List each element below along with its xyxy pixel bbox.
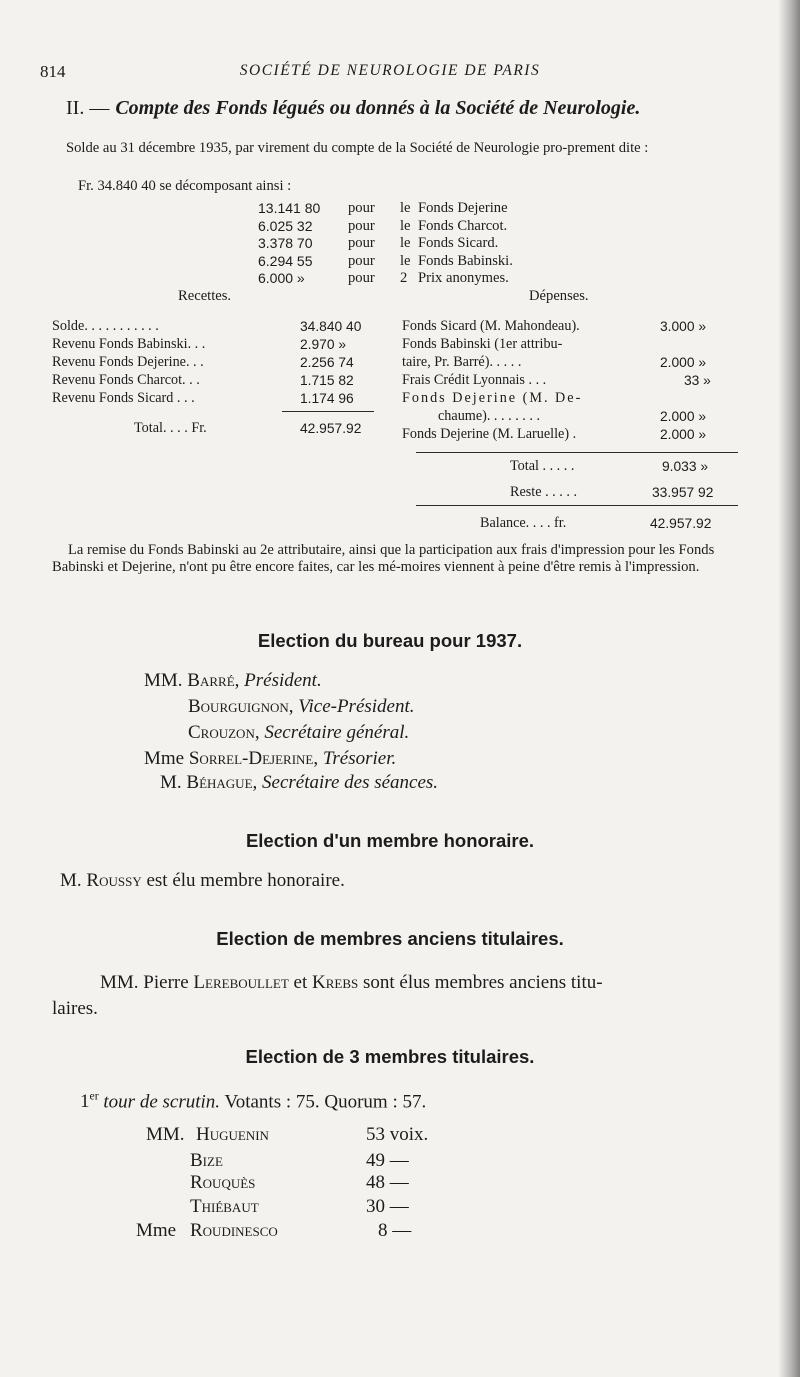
anciens-line-2: laires.	[52, 998, 98, 1019]
depense-label: Fonds Sicard (M. Mahondeau).	[402, 318, 580, 334]
recette-amount: 1.715 82	[300, 373, 354, 388]
depenses-total-amount: 9.033 »	[662, 459, 709, 474]
member-role: Président.	[244, 670, 322, 691]
member-prefix: Mme	[144, 748, 185, 769]
depense-amount: 2.000 »	[660, 427, 707, 442]
depense-label: Frais Crédit Lyonnais . . .	[402, 372, 547, 388]
honoraire-text: est élu membre honoraire.	[146, 870, 345, 891]
fund-pour: pour	[348, 217, 375, 234]
vote-name: Huguenin	[196, 1124, 269, 1145]
depense-label: Fonds Dejerine (M. Laruelle) .	[402, 426, 577, 442]
tour-text: tour de scrutin.	[103, 1091, 221, 1113]
member-name: Barré,	[187, 670, 240, 691]
vote-name: Rouquès	[190, 1172, 256, 1193]
recette-amount: 2.970 »	[300, 337, 347, 352]
fund-row	[258, 253, 513, 271]
anciens-heading: Election de membres anciens titulaires.	[216, 928, 564, 949]
bureau-member	[160, 772, 438, 794]
recette-label: Revenu Fonds Dejerine. . .	[52, 354, 204, 370]
page-number: 814	[40, 62, 66, 81]
depense-label: chaume). . . . . . . .	[438, 408, 541, 424]
balance-label: Balance. . . . fr.	[480, 515, 567, 531]
intro-paragraph: Solde au 31 décembre 1935, par virement du compte de la Société de Neurologie pro-prement dite :	[66, 140, 649, 156]
fund-name: Fonds Charcot.	[418, 217, 508, 234]
depense-amount: 2.000 »	[660, 355, 707, 370]
bureau-heading: Election du bureau pour 1937.	[257, 630, 523, 651]
recettes-total-rule	[282, 411, 374, 412]
section-title-text: Compte des Fonds légués ou donnés à la Société de Neurologie.	[115, 97, 641, 119]
scrutin-line	[80, 1090, 426, 1113]
anciens-name: Krebs	[312, 972, 359, 993]
vote-name: Bize	[190, 1150, 223, 1171]
recette-amount: 2.256 74	[300, 355, 354, 370]
member-prefix: MM.	[144, 670, 183, 691]
fund-row	[258, 218, 513, 236]
fund-le: le	[400, 252, 411, 269]
depense-amount: 3.000 »	[660, 319, 707, 334]
recette-label: Revenu Fonds Babinski. . .	[52, 336, 206, 352]
member-name: Béhague,	[186, 772, 258, 793]
fund-pour: pour	[348, 235, 375, 252]
fund-le: le	[400, 200, 411, 216]
vote-count: 30 —	[366, 1196, 409, 1217]
fund-le: le	[400, 217, 411, 234]
member-name: Crouzon,	[188, 722, 260, 743]
recette-label: Revenu Fonds Sicard . . .	[52, 390, 195, 406]
fund-row	[258, 200, 513, 218]
honoraire-heading: Election d'un membre honoraire.	[245, 830, 535, 851]
vote-name: Roudinesco	[190, 1220, 278, 1241]
fund-amount: 6.294 55	[258, 252, 313, 269]
vote-count: 8 —	[378, 1220, 412, 1241]
balance-amount: 42.957.92	[650, 516, 712, 531]
page-edge-shadow	[778, 0, 800, 1377]
vote-count: 48 —	[366, 1172, 409, 1193]
section-number: II. —	[66, 97, 110, 119]
recettes-heading: Recettes.	[178, 288, 232, 304]
tour-number: 1er	[80, 1090, 99, 1113]
vote-count: 53 voix.	[366, 1124, 429, 1145]
fund-le: 2	[400, 270, 408, 287]
member-name: Sorrel-Dejerine,	[188, 748, 319, 769]
vote-name: Thiébaut	[190, 1196, 259, 1217]
reste-label: Reste . . . . .	[510, 484, 577, 500]
fund-amount: 6.000 »	[258, 270, 305, 287]
fund-name: Fonds Babinski.	[418, 252, 513, 269]
vote-count: 49 —	[366, 1150, 409, 1171]
recette-amount: 1.174 96	[300, 391, 354, 406]
depenses-total-rule	[416, 452, 738, 453]
depense-amount: 33 »	[684, 373, 711, 388]
recette-label: Solde. . . . . . . . . . .	[52, 318, 159, 334]
recette-amount: 34.840 40	[300, 319, 362, 334]
honoraire-line	[60, 870, 345, 892]
running-title: SOCIÉTÉ DE NEUROLOGIE DE PARIS	[239, 62, 541, 79]
member-role: Secrétaire général.	[264, 722, 410, 743]
section-title	[66, 97, 640, 120]
anciens-prefix: MM. Pierre	[100, 972, 189, 993]
depense-amount: 2.000 »	[660, 409, 707, 424]
bureau-member	[144, 748, 396, 770]
bureau-member	[188, 696, 415, 718]
recettes-total-amount: 42.957.92	[300, 421, 362, 436]
member-prefix: M.	[160, 772, 182, 793]
fund-amount: 13.141 80	[258, 200, 321, 216]
anciens-rest: sont élus membres anciens titu-	[362, 972, 603, 993]
breakdown-intro: Fr. 34.840 40 se décomposant ainsi :	[78, 178, 292, 194]
fund-name: Prix anonymes.	[418, 270, 509, 287]
bureau-member	[144, 670, 322, 692]
depenses-total-label: Total . . . . .	[510, 458, 575, 474]
fund-name: Fonds Sicard.	[418, 235, 499, 252]
titulaires-heading: Election de 3 membres titulaires.	[245, 1046, 535, 1067]
anciens-line-1	[100, 972, 603, 994]
honoraire-name: Roussy	[86, 870, 142, 891]
recette-label: Revenu Fonds Charcot. . .	[52, 372, 200, 388]
votants-quorum: Votants : 75. Quorum : 57.	[224, 1091, 427, 1113]
depense-label: Fonds Babinski (1er attribu-	[402, 336, 563, 352]
vote-prefix: Mme	[136, 1220, 177, 1241]
anciens-name: Lereboullet	[193, 972, 289, 993]
depense-label: Fonds Dejerine (M. De-	[402, 390, 583, 406]
fund-name: Fonds Dejerine	[418, 200, 508, 216]
fund-amount: 3.378 70	[258, 235, 313, 252]
anciens-et: et	[293, 972, 308, 993]
bureau-member	[188, 722, 409, 744]
fund-pour: pour	[348, 200, 375, 216]
fund-row	[258, 235, 513, 253]
depense-label: taire, Pr. Barré). . . . .	[402, 354, 522, 370]
member-role: Trésorier.	[322, 748, 397, 769]
fund-breakdown-table	[258, 200, 513, 288]
fund-pour: pour	[348, 252, 375, 269]
fund-row	[258, 270, 513, 288]
fund-le: le	[400, 235, 411, 252]
honoraire-prefix: M.	[60, 870, 82, 891]
depenses-heading: Dépenses.	[529, 288, 589, 304]
remise-note: La remise du Fonds Babinski au 2e attributaire, ainsi que la participation aux frais d'impression pour les Fonds Babinski et Dejerine, n'ont pu être encore faites, car les mé-moires viennent à peine d'être remis à l'impression.	[52, 542, 715, 575]
fund-amount: 6.025 32	[258, 217, 313, 234]
member-role: Secrétaire des séances.	[262, 772, 439, 793]
fund-pour: pour	[348, 270, 375, 287]
reste-amount: 33.957 92	[652, 485, 714, 500]
vote-prefix: MM.	[146, 1124, 185, 1145]
recettes-total-label: Total. . . . Fr.	[134, 420, 207, 436]
member-name: Bourguignon,	[188, 696, 294, 717]
member-role: Vice-Président.	[298, 696, 415, 717]
balance-rule	[416, 505, 738, 506]
